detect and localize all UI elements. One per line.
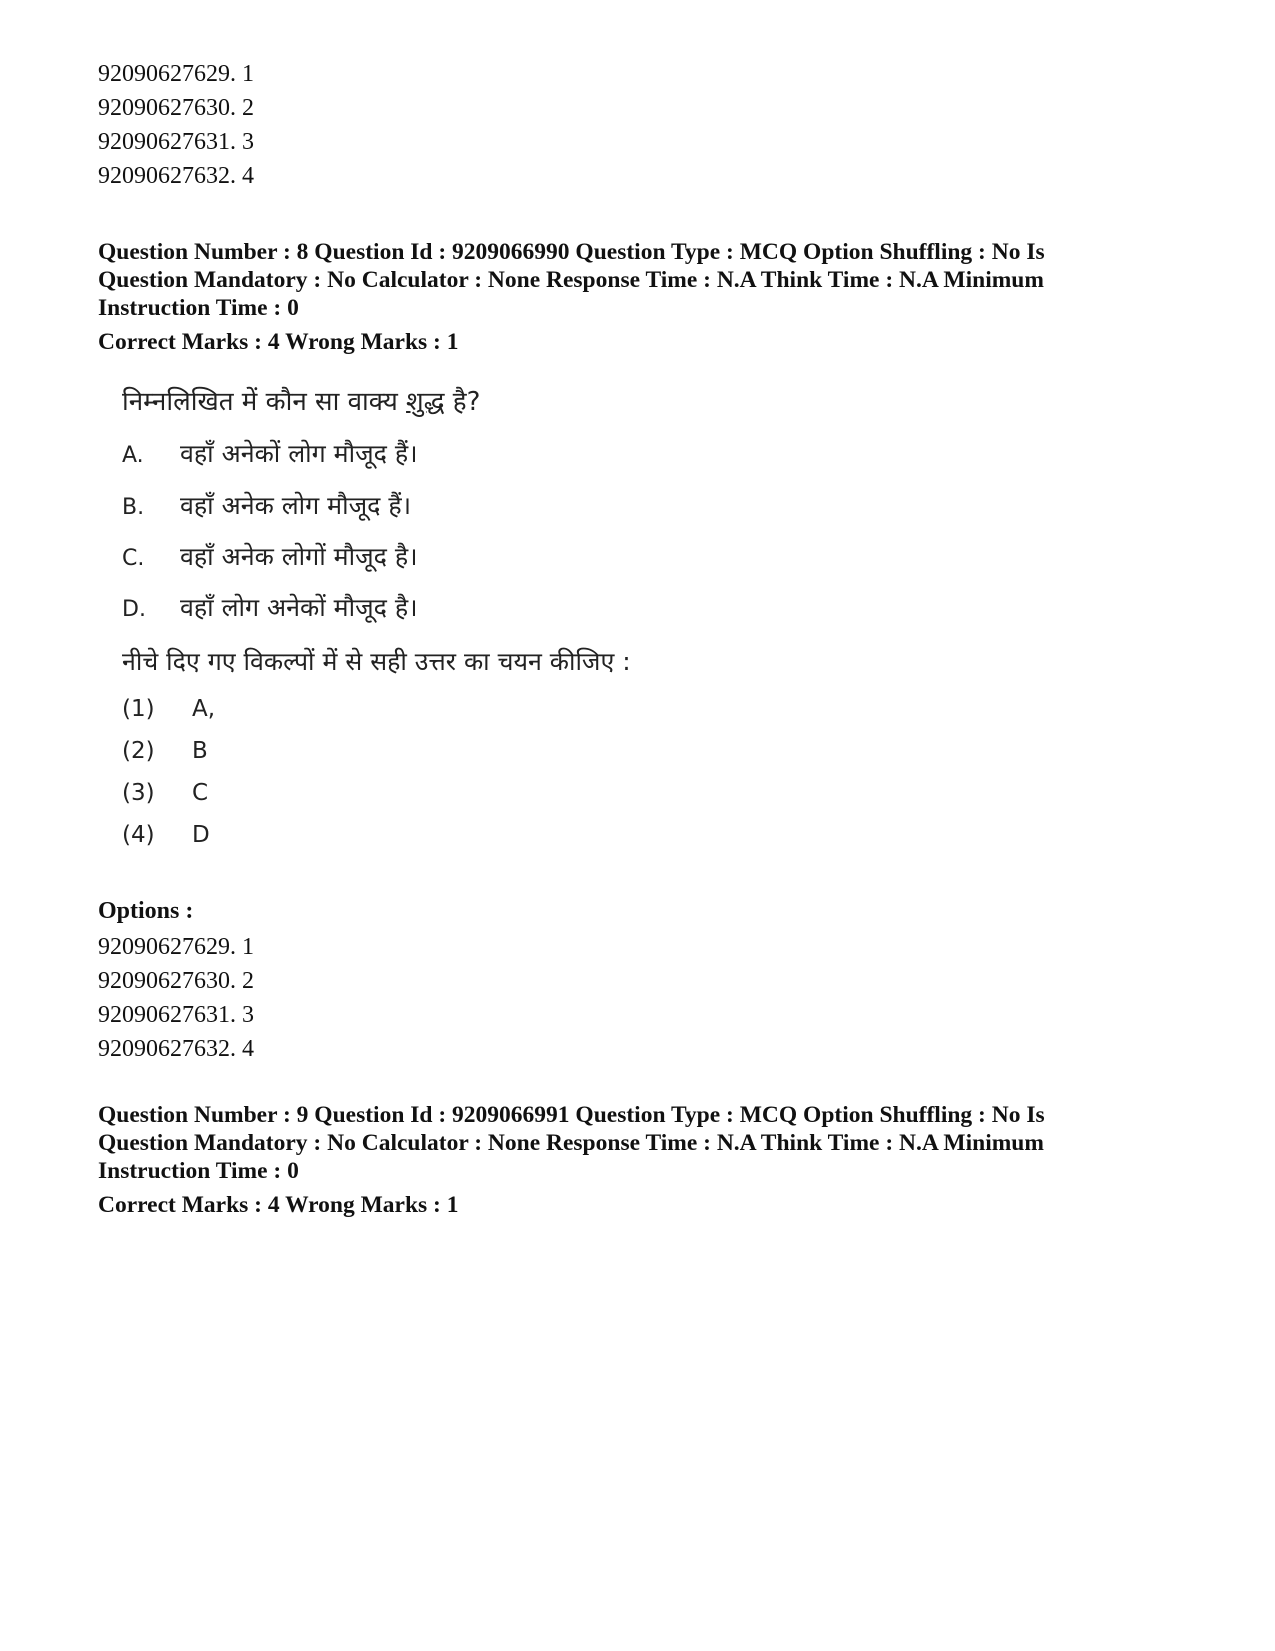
answer-choice-4 [122,822,210,848]
option-line: 92090627631. 3 [98,129,254,155]
question-meta-line: Question Mandatory : No Calculator : None Response Time : N.A Think Time : N.A Minimum [98,267,1044,293]
question-9-header [98,1101,1178,1219]
question-meta-line: Question Number : 9 Question Id : 9209066991 Question Type : MCQ Option Shuffling : No Is [98,1102,1045,1128]
question-8-options [98,930,254,1066]
answer-choice-2 [122,738,208,764]
option-line: 92090627630. 2 [98,95,254,121]
answer-value: B [192,738,208,764]
statement-label: A. [122,443,144,468]
statement-c [122,539,418,573]
question-8-header [98,238,1178,356]
option-line: 92090627629. 1 [98,934,254,960]
option-line: 92090627630. 2 [98,968,254,994]
statement-label: B. [122,495,145,520]
question-meta-line: Question Number : 8 Question Id : 9209066990 Question Type : MCQ Option Shuffling : No Is [98,239,1045,265]
answer-value: A, [192,696,216,722]
answer-number: (2) [122,738,155,764]
question-marks: Correct Marks : 4 Wrong Marks : 1 [98,1192,459,1218]
option-line: 92090627632. 4 [98,1036,254,1062]
question-meta-line: Instruction Time : 0 [98,295,299,321]
answer-value: C [192,780,209,806]
statement-text: वहाँ अनेक लोग मौजूद हैं। [180,491,412,520]
option-line: 92090627629. 1 [98,61,254,87]
question-meta-line: Question Mandatory : No Calculator : None Response Time : N.A Think Time : N.A Minimum [98,1130,1044,1156]
answer-number: (3) [122,780,155,806]
question-stem [122,382,480,418]
choose-instruction: नीचे दिए गए विकल्पों में से सही उत्तर का चयन कीजिए : [122,647,631,676]
statement-b [122,488,411,522]
statement-text: वहाँ लोग अनेकों मौजूद है। [180,593,418,622]
stem-underlined-word: शुद्ध [406,387,445,417]
statement-label: D. [122,597,146,622]
statement-text: वहाँ अनेकों लोग मौजूद हैं। [180,439,418,468]
statement-label: C. [122,546,145,571]
statement-text: वहाँ अनेक लोगों मौजूद है। [180,542,418,571]
question-8-body [98,368,718,878]
statement-d [122,590,418,624]
question-meta-line: Instruction Time : 0 [98,1158,299,1184]
option-line: 92090627632. 4 [98,163,254,189]
option-line: 92090627631. 3 [98,1002,254,1028]
statement-a [122,436,418,470]
options-title: Options : [98,898,194,924]
answer-number: (1) [122,696,155,722]
answer-value: D [192,822,210,848]
previous-question-options [98,57,254,193]
answer-number: (4) [122,822,155,848]
question-marks: Correct Marks : 4 Wrong Marks : 1 [98,329,459,355]
stem-text: निम्नलिखित में कौन सा वाक्य [122,387,407,417]
answer-choice-3 [122,780,208,806]
stem-text-end: है? [444,387,481,417]
answer-choice-1 [122,696,215,722]
